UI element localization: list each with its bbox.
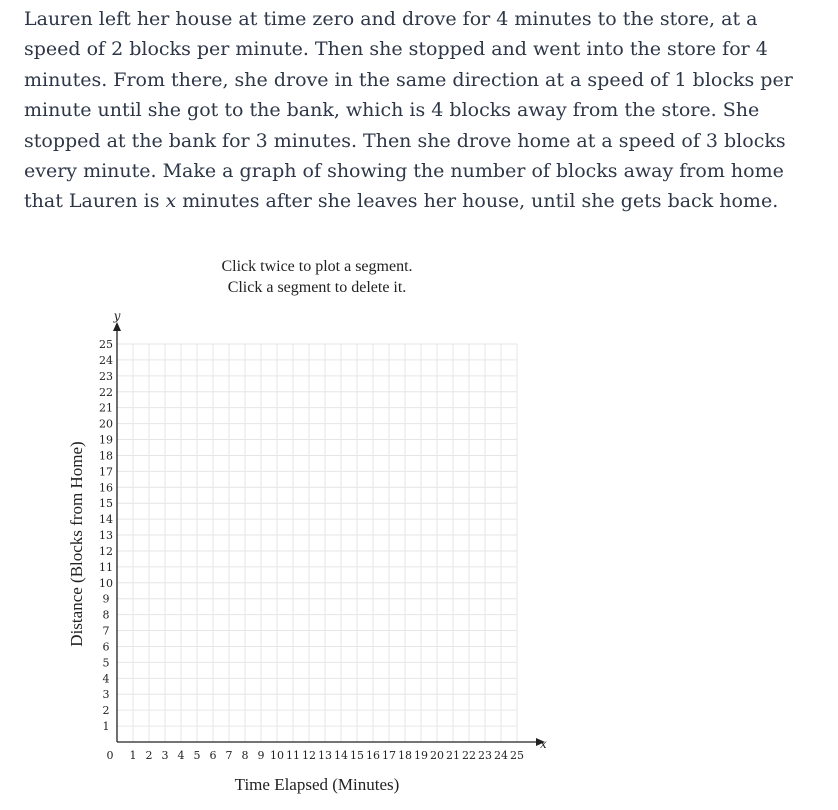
- y-tick-label: 11: [99, 560, 113, 574]
- x-tick-label: 5: [193, 749, 201, 762]
- x-tick-label: 11: [286, 749, 300, 762]
- y-tick-label: 25: [99, 338, 113, 351]
- x-tick-label: 20: [430, 749, 444, 762]
- x-tick-label: 6: [209, 749, 217, 762]
- x-axis-title: Time Elapsed (Minutes): [234, 775, 400, 794]
- x-tick-label: 21: [446, 749, 460, 762]
- y-tick-label: 1: [102, 720, 110, 734]
- y-tick-label: 7: [102, 624, 110, 638]
- y-tick-label: 12: [99, 544, 113, 558]
- x-tick-label: 17: [382, 749, 396, 762]
- x-tick-label: 14: [334, 749, 348, 762]
- x-tick-label: 23: [478, 749, 492, 762]
- y-tick-label: 5: [102, 656, 110, 670]
- problem-variable: x: [165, 190, 177, 213]
- instruction-line-1: Click twice to plot a segment.: [221, 258, 413, 275]
- origin-label: 0: [106, 749, 114, 762]
- y-axis-letter: y: [113, 309, 121, 323]
- y-tick-label: 22: [99, 385, 113, 399]
- problem-text-after: minutes after she leaves her house, until she gets back home.: [176, 190, 779, 213]
- y-tick-label: 15: [99, 497, 113, 511]
- x-axis-letter: x: [540, 737, 547, 751]
- x-tick-label: 4: [177, 749, 185, 762]
- problem-text-before: Lauren left her house at time zero and drove for 4 minutes to the store, at a speed of 2 blocks per minute. Then she stopped and went into the store for 4 minutes. From there, she drove in the same direction at a speed of 1 blocks per minute until she got to the bank, which is 4 blocks away from the store. She stopped at the bank for 3 minutes. Then she drove home at a speed of 3 blocks every minute. Make a graph of showing the number of blocks away from home that Lauren is: [24, 8, 793, 213]
- instruction-line-2: Click a segment to delete it.: [227, 279, 407, 296]
- y-tick-label: 21: [99, 401, 113, 415]
- y-tick-label: 14: [99, 513, 113, 527]
- y-tick-label: 10: [99, 576, 113, 590]
- y-tick-label: 24: [99, 353, 113, 367]
- x-tick-label: 18: [398, 749, 412, 762]
- y-tick-label: 4: [102, 672, 110, 686]
- x-tick-label: 8: [241, 749, 249, 762]
- y-tick-label: 23: [99, 369, 113, 383]
- y-tick-label: 3: [102, 688, 110, 702]
- x-tick-label: 10: [270, 749, 284, 762]
- x-tick-label: 19: [414, 749, 428, 762]
- x-tick-label: 12: [302, 749, 316, 762]
- x-tick-label: 2: [145, 749, 153, 762]
- y-axis-title: Distance (Blocks from Home): [67, 441, 86, 647]
- plot-area[interactable]: [117, 344, 517, 742]
- y-tick-label: 18: [99, 449, 113, 463]
- x-tick-label: 9: [257, 749, 265, 762]
- y-tick-label: 16: [99, 481, 113, 495]
- x-tick-label: 16: [366, 749, 380, 762]
- y-tick-label: 17: [99, 465, 113, 479]
- y-tick-label: 9: [102, 592, 110, 606]
- x-tick-label: 25: [510, 749, 524, 762]
- y-tick-label: 20: [99, 417, 113, 431]
- x-tick-label: 1: [129, 749, 137, 762]
- y-tick-label: 19: [99, 433, 113, 447]
- y-tick-label: 2: [102, 704, 110, 718]
- y-axis-arrow: [113, 322, 121, 331]
- x-tick-label: 3: [161, 749, 169, 762]
- x-tick-label: 24: [494, 749, 508, 762]
- x-tick-label: 22: [462, 749, 476, 762]
- y-tick-label: 13: [99, 529, 113, 543]
- x-tick-label: 7: [225, 749, 233, 762]
- y-tick-label: 6: [102, 640, 110, 654]
- x-tick-label: 13: [318, 749, 332, 762]
- y-tick-label: 8: [102, 608, 110, 622]
- x-tick-label: 15: [350, 749, 364, 762]
